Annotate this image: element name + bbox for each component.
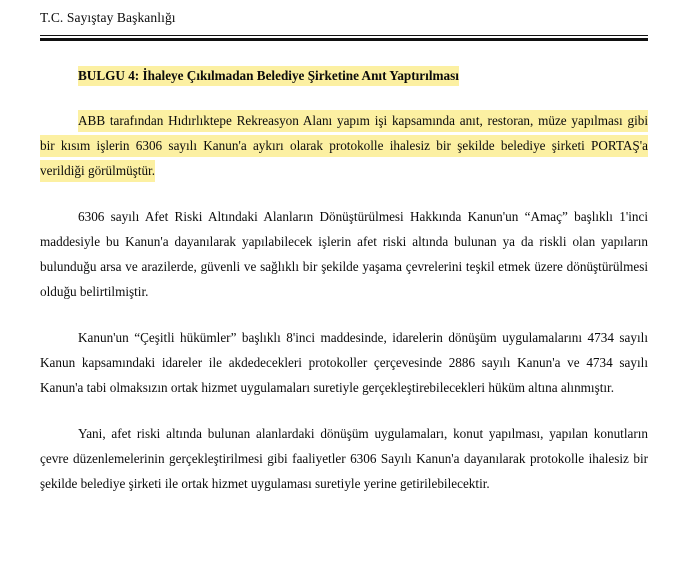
spacer-after-heading — [40, 88, 648, 108]
finding-heading-text: BULGU 4: İhaleye Çıkılmadan Belediye Şirketine Anıt Yaptırılması — [78, 66, 459, 86]
document-header — [40, 9, 648, 27]
spacer-1 — [40, 183, 648, 204]
header-rule-thick — [40, 38, 648, 41]
paragraph-law-6306-article-8 — [40, 325, 648, 400]
paragraph-law-6306-article-8-text: Kanun'un “Çeşitli hükümler” başlıklı 8'inci maddesinde, idarelerin dönüşüm uygulamalarını 4734 sayılı Kanun kapsamındaki idareler ile akdedecekleri protokoller çerçevesinde 2886 sayılı Kanun'a ve 4734 sayılı Kanun'a tabi olmaksızın ortak hizmet uygulamaları suretiyle gerçekleştirebilecekleri hüküm altına alınmıştır. — [40, 330, 648, 395]
finding-heading — [40, 64, 648, 88]
paragraph-conclusion-text: Yani, afet riski altında bulunan alanlardaki dönüşüm uygulamaları, konut yapılması, yapılan konutların çevre düzenlemelerinin gerçekleştirilmesi gibi faaliyetler 6306 Sayılı Kanun'a dayanılarak protokolle ihalesiz bir şekilde belediye şirketi ile ortak hizmet uygulaması suretiyle yerine getirilebilecektir. — [40, 426, 648, 491]
spacer-2 — [40, 304, 648, 325]
paragraph-law-6306-article-1-text: 6306 sayılı Afet Riski Altındaki Alanların Dönüştürülmesi Hakkında Kanun'un “Amaç” başlıklı 1'inci maddesiyle bu Kanun'a dayanılarak yapılabilecek işlerin afet riski altında bulunan ya da riskli olan yapıların bulunduğu arsa ve arazilerde, güvenli ve sağlıklı bir şekilde yaşama çevrelerini teşkil etmek üzere dönüştürülmesi olduğu belirtilmiştir. — [40, 209, 648, 299]
header-rule-thin — [40, 35, 648, 36]
header-institution-name: T.C. Sayıştay Başkanlığı — [40, 10, 176, 25]
paragraph-summary-text: ABB tarafından Hıdırlıktepe Rekreasyon Alanı yapım işi kapsamında anıt, restoran, müze yapılması gibi bir kısım işlerin 6306 sayılı Kanun'a aykırı olarak protokolle ihalesiz bir şekilde belediye şirketi PORTAŞ'a verildiği görülmüştür. — [40, 110, 648, 182]
paragraph-summary — [40, 108, 648, 183]
paragraph-law-6306-article-1 — [40, 204, 648, 304]
header-divider-rule — [40, 35, 648, 41]
spacer-3 — [40, 400, 648, 421]
paragraph-conclusion — [40, 421, 648, 496]
document-body — [40, 64, 648, 496]
